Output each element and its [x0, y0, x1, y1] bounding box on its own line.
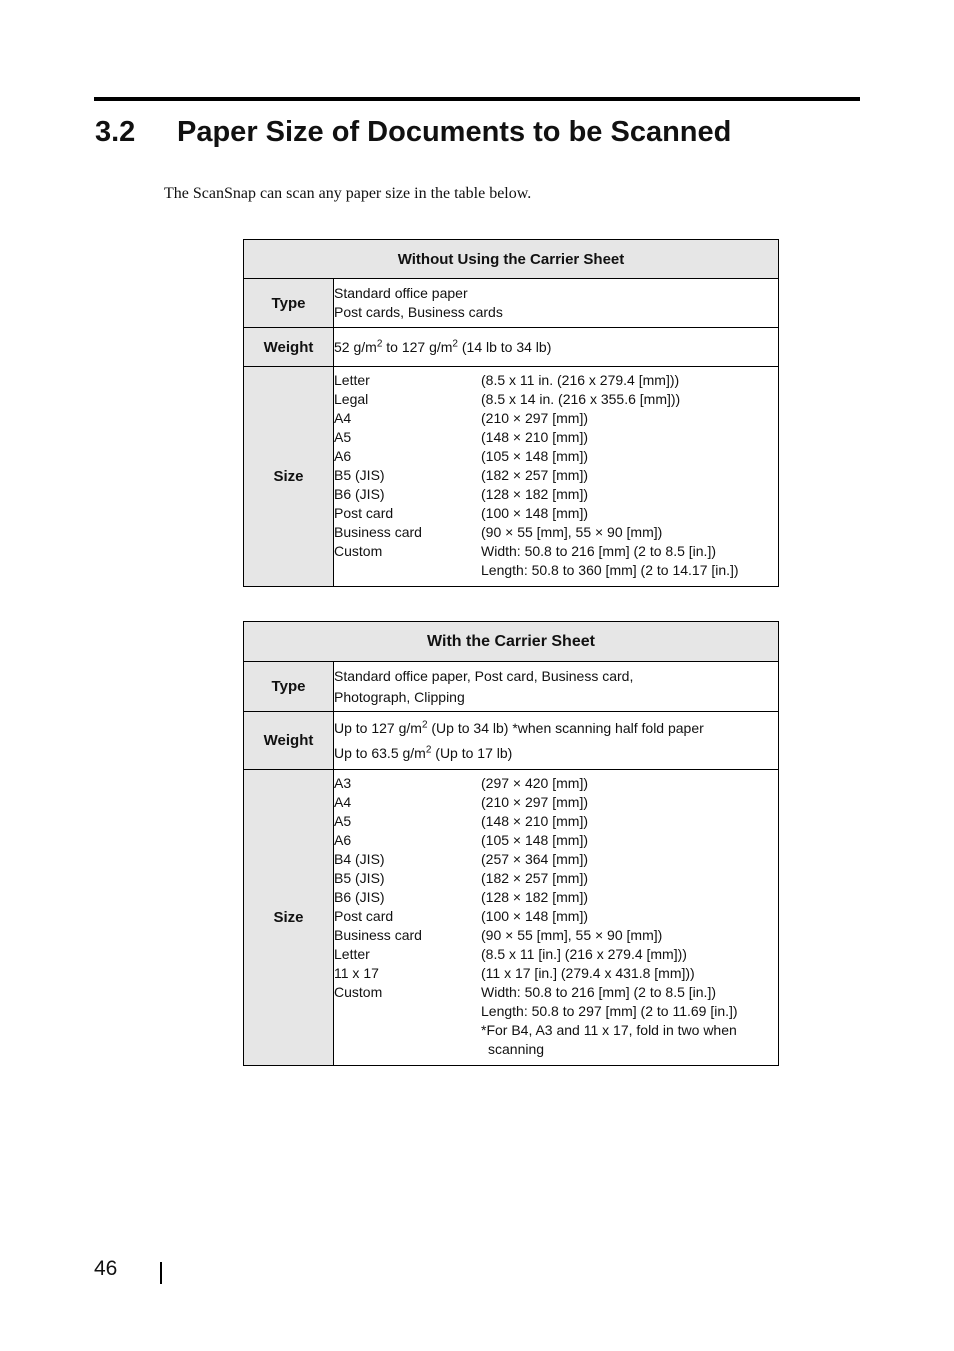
- size-row: A5 (148 × 210 [mm]): [334, 429, 588, 445]
- page-number-divider: [160, 1262, 162, 1284]
- size-row: Letter (8.5 x 11 [in.] (216 x 279.4 [mm])): [334, 946, 687, 962]
- size-row: Legal (8.5 x 14 in. (216 x 355.6 [mm])): [334, 391, 681, 407]
- intro-text: The ScanSnap can scan any paper size in the table below.: [164, 185, 532, 202]
- size-row: B4 (JIS) (257 × 364 [mm]): [334, 851, 588, 867]
- type-line: Post cards, Business cards: [334, 304, 503, 320]
- size-row: Business card (90 × 55 [mm], 55 × 90 [mm]): [334, 927, 663, 943]
- top-rule: [94, 97, 860, 101]
- size-row: A4 (210 × 297 [mm]): [334, 794, 588, 810]
- size-list: [334, 770, 779, 1066]
- section-heading: [95, 116, 731, 149]
- size-row: A6 (105 × 148 [mm]): [334, 448, 588, 464]
- type-line: Standard office paper: [334, 285, 468, 301]
- size-row: Length: 50.8 to 297 [mm] (2 to 11.69 [in.]): [481, 1003, 738, 1019]
- table-title: Without Using the Carrier Sheet: [244, 240, 779, 279]
- size-row: 11 x 17 (11 x 17 [in.] (279.4 x 431.8 [mm])): [334, 965, 695, 981]
- type-value: [334, 662, 779, 712]
- weight-value: [334, 712, 779, 770]
- type-line: Standard office paper, Post card, Business card,: [334, 667, 634, 684]
- size-row: B5 (JIS) (182 × 257 [mm]): [334, 467, 588, 483]
- weight-label: Weight: [244, 712, 334, 770]
- size-row: B6 (JIS) (128 × 182 [mm]): [334, 889, 588, 905]
- size-row: A5 (148 × 210 [mm]): [334, 813, 588, 829]
- table-title: With the Carrier Sheet: [244, 622, 779, 662]
- type-line: Photograph, Clipping: [334, 688, 465, 705]
- size-row: A3 (297 × 420 [mm]): [334, 775, 588, 791]
- size-list: [334, 367, 779, 587]
- size-row: A6 (105 × 148 [mm]): [334, 832, 588, 848]
- size-row: *For B4, A3 and 11 x 17, fold in two when: [481, 1022, 737, 1038]
- size-row: Custom Width: 50.8 to 216 [mm] (2 to 8.5 [in.]): [334, 984, 716, 1000]
- page-number: 46: [94, 1257, 118, 1280]
- size-row: B5 (JIS) (182 × 257 [mm]): [334, 870, 588, 886]
- weight-line: Up to 63.5 $g/m^2$ (Up to 17 lb): [334, 743, 513, 761]
- size-row: A4 (210 × 297 [mm]): [334, 410, 588, 426]
- type-label: Type: [244, 279, 334, 328]
- size-row: Post card (100 × 148 [mm]): [334, 908, 588, 924]
- size-row: Custom Width: 50.8 to 216 [mm] (2 to 8.5 [in.]): [334, 543, 716, 559]
- section-title: Paper Size of Documents to be Scanned: [177, 116, 732, 148]
- weight-label: Weight: [244, 328, 334, 367]
- size-label: Size: [244, 770, 334, 1066]
- size-row: Business card (90 × 55 [mm], 55 × 90 [mm]): [334, 524, 663, 540]
- type-value: [334, 279, 779, 328]
- size-row: scanning: [488, 1041, 545, 1057]
- type-label: Type: [244, 662, 334, 712]
- weight-line: Up to 127 $g/m^2$ (Up to 34 lb) *when scanning half fold paper: [334, 718, 704, 736]
- size-row: Post card (100 × 148 [mm]): [334, 505, 588, 521]
- weight-value: 52 $g/m^2$ to 127 $g/m^2$ (14 lb to 34 lb): [334, 328, 779, 367]
- size-row: Length: 50.8 to 360 [mm] (2 to 14.17 [in.]): [481, 562, 739, 578]
- table-with-carrier-sheet: [243, 621, 779, 1066]
- table-without-carrier-sheet: [243, 239, 779, 587]
- section-number: 3.2: [95, 116, 136, 148]
- size-label: Size: [244, 367, 334, 587]
- size-row: B6 (JIS) (128 × 182 [mm]): [334, 486, 588, 502]
- size-row: Letter (8.5 x 11 in. (216 x 279.4 [mm])): [334, 372, 680, 388]
